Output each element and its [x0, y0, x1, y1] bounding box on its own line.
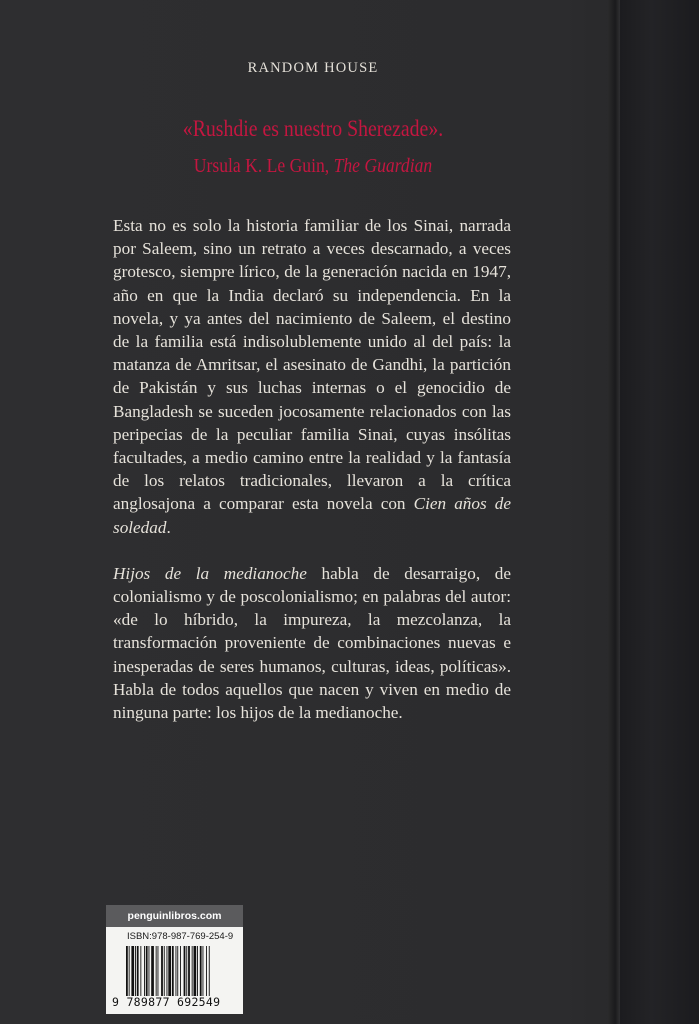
attribution-author: Ursula K. Le Guin,	[193, 155, 334, 177]
website-label: penguinlibros.com	[106, 905, 243, 927]
synopsis-paragraph-2	[113, 562, 511, 724]
publisher-name: RANDOM HOUSE	[247, 60, 379, 76]
spine-fold	[608, 0, 620, 1024]
paragraph-1-title-ref: Cien años de soledad	[113, 494, 511, 537]
synopsis	[113, 214, 511, 724]
barcode-label	[106, 905, 243, 1014]
isbn-text: ISBN:978-987-769-254-9	[127, 931, 234, 942]
paragraph-2-text: habla de desarraigo, de colonialismo y de poscolonialismo; en palabras del autor: «de lo híbrido, la impureza, la mezcolanza, la transformación proveniente de combinaciones nuevas e inesperadas de seres humanos, culturas, ideas, políticas». Habla de todos aquellos que nacen y viven en medio de ninguna parte: los hijos de la medianoche.	[113, 563, 511, 723]
paragraph-2-title-ref: Hijos de la medianoche	[113, 563, 307, 583]
book-spine	[620, 0, 699, 1024]
blurb-quote: «Rushdie es nuestro Sherezade».	[182, 116, 444, 141]
paragraph-1-text: Esta no es solo la historia familiar de los Sinai, narrada por Saleem, sino un retrato a veces descarnado, a veces grotesco, siempre lírico, de la generación nacida en 1947, año en que la India declaró su independencia. En la novela, y ya antes del nacimiento de Saleem, el destino de la familia está indisolublemente unido al del país: la matanza de Amritsar, el asesinato de Gandhi, la partición de Pakistán y sus luchas internas o el genocidio de Bangladesh se suceden jocosamente relacionados con las peripecias de la peculiar familia Sinai, cuyas insólitas facultades, a medio camino entre la realidad y la fantasía de los relatos tradicionales, llevaron a la crítica anglosajona a comparar esta novela con	[113, 216, 511, 514]
synopsis-paragraph-1	[113, 214, 511, 539]
barcode-icon	[126, 946, 230, 996]
barcode-digits: 9 789877 692549	[112, 995, 221, 1009]
attribution-source: The Guardian	[333, 155, 433, 177]
blurb-attribution	[38, 155, 589, 178]
paragraph-1-end: .	[166, 517, 171, 537]
